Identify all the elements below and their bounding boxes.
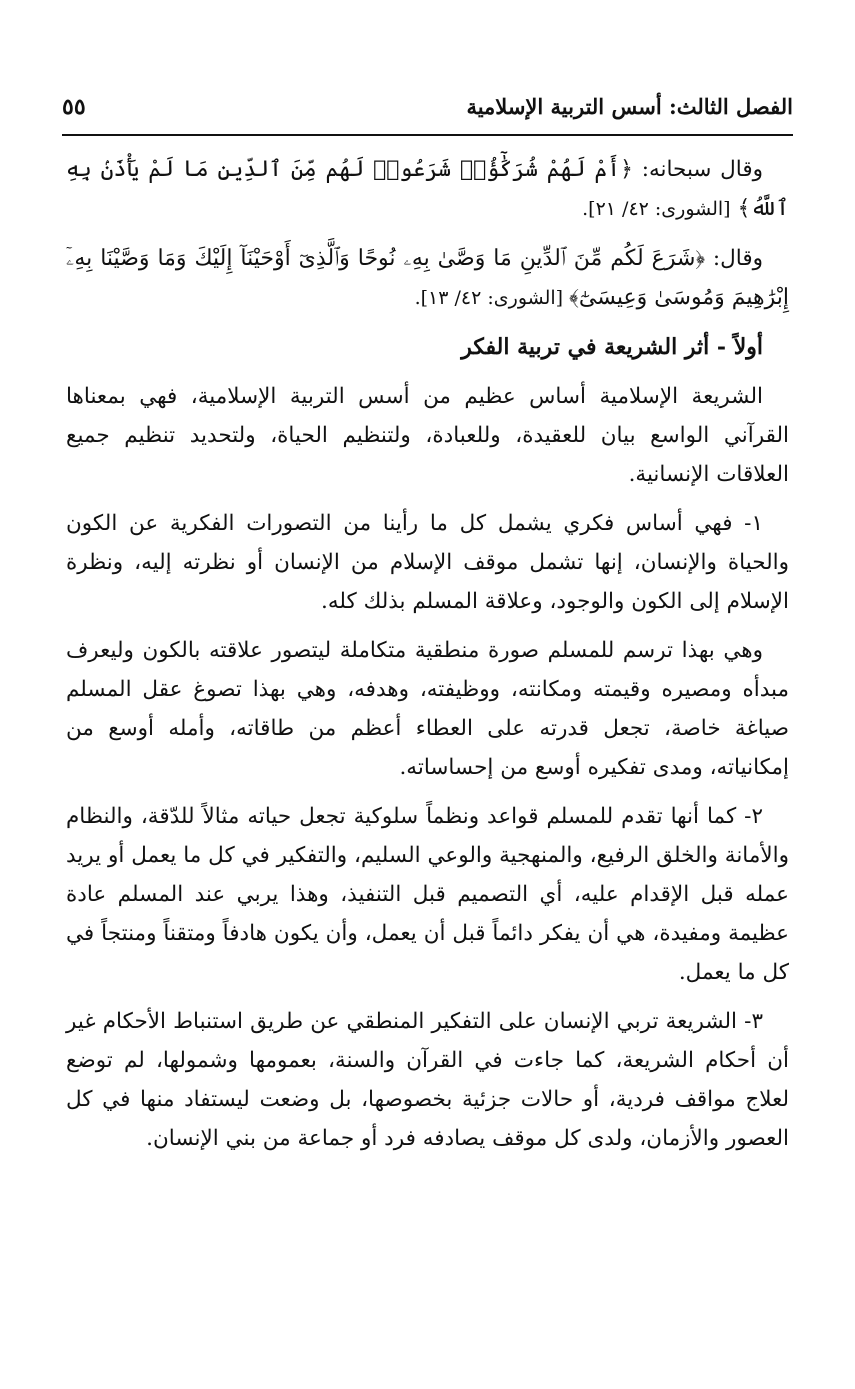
paragraph: وهي بهذا ترسم للمسلم صورة منطقية متكاملة ليتصور علاقته بالكون وليعرف مبدأه ومصيره وقيمته ومكانته، ووظيفته، وهدفه، وهي بهذا تصوغ عقل المسلم صياغة خاصة، تجعل قدرته على العطاء أعظم من طاقاته، وأمله أوسع من إمكانياته، ومدى تفكيره أوسع من إحساساته. xyxy=(66,638,789,780)
quote-intro: وقال: xyxy=(705,246,763,271)
running-title: الفصل الثالث: أسس التربية الإسلامية xyxy=(466,94,793,119)
quran-verse: ﴿أَمْ لَهُمْ شُرَكَٰٓؤُا۟ شَرَعُوا۟ لَهُم مِّنَ ٱلدِّينِ مَا لَمْ يَأْذَنۢ بِهِ ٱللَّهُ﴾ xyxy=(66,157,789,221)
header-rule xyxy=(62,134,793,136)
paragraph: ٣- الشريعة تربي الإنسان على التفكير المنطقي عن طريق استنباط الأحكام غير أن أحكام الشريعة، كما جاءت في القرآن والسنة، بعمومها وشمولها، لم توضع لعلاج مواقف فردية، أو حالات جزئية بخصوصها، بل وضعت ليستفاد منها في كل العصور والأزمان، ولدى كل موقف يصادفه فرد أو جماعة من بني الإنسان. xyxy=(66,1009,789,1151)
section-heading: أولاً - أثر الشريعة في تربية الفكر xyxy=(461,334,763,360)
verse-reference: [الشورى: ٤٢/ ١٣]. xyxy=(414,287,570,309)
paragraph: ١- فهي أساس فكري يشمل كل ما رأينا من التصورات الفكرية عن الكون والحياة والإنسان، إنها تشمل موقف الإسلام من الإنسان أو نظرته إليه، ونظرة الإسلام إلى الكون والوجود، وعلاقة المسلم بذلك كله. xyxy=(66,511,789,614)
quran-verse: ﴿شَرَعَ لَكُم مِّنَ ٱلدِّينِ مَا وَصَّىٰ بِهِۦ نُوحًا وَٱلَّذِىٓ أَوْحَيْنَآ إِلَيْكَ وَمَا وَصَّيْنَا بِهِۦٓ إِبْرَٰهِيمَ وَمُوسَىٰ وَعِيسَىٰٓ﴾ xyxy=(66,246,789,310)
quote-block-2 xyxy=(66,239,789,318)
quote-intro: وقال سبحانه: xyxy=(633,157,763,182)
paragraph: الشريعة الإسلامية أساس عظيم من أسس التربية الإسلامية، فهي بمعناها القرآني الواسع بيان للعقيدة، وللعبادة، ولتنظيم الحياة، ولتحديد تنظيم جميع العلاقات الإنسانية. xyxy=(66,384,789,487)
quote-block-1 xyxy=(66,150,789,229)
page-number: ٥٥ xyxy=(62,94,86,120)
page-header xyxy=(62,92,793,132)
page-body xyxy=(66,150,789,1168)
verse-reference: [الشورى: ٤٢/ ٢١]. xyxy=(582,198,731,220)
paragraph: ٢- كما أنها تقدم للمسلم قواعد ونظماً سلوكية تجعل حياته مثالاً للدّقة، والنظام والأمانة والخلق الرفيع، والمنهجية والوعي السليم، والتفكير في كل ما يعمل أو يريد عمله قبل الإقدام عليه، أي التصميم قبل التنفيذ، وهذا يربي عند المسلم عادة عظيمة ومفيدة، هي أن يفكر دائماً قبل أن يعمل، وأن يكون هادفاً ومتقناً ومنتجاً في كل ما يعمل. xyxy=(66,804,789,985)
